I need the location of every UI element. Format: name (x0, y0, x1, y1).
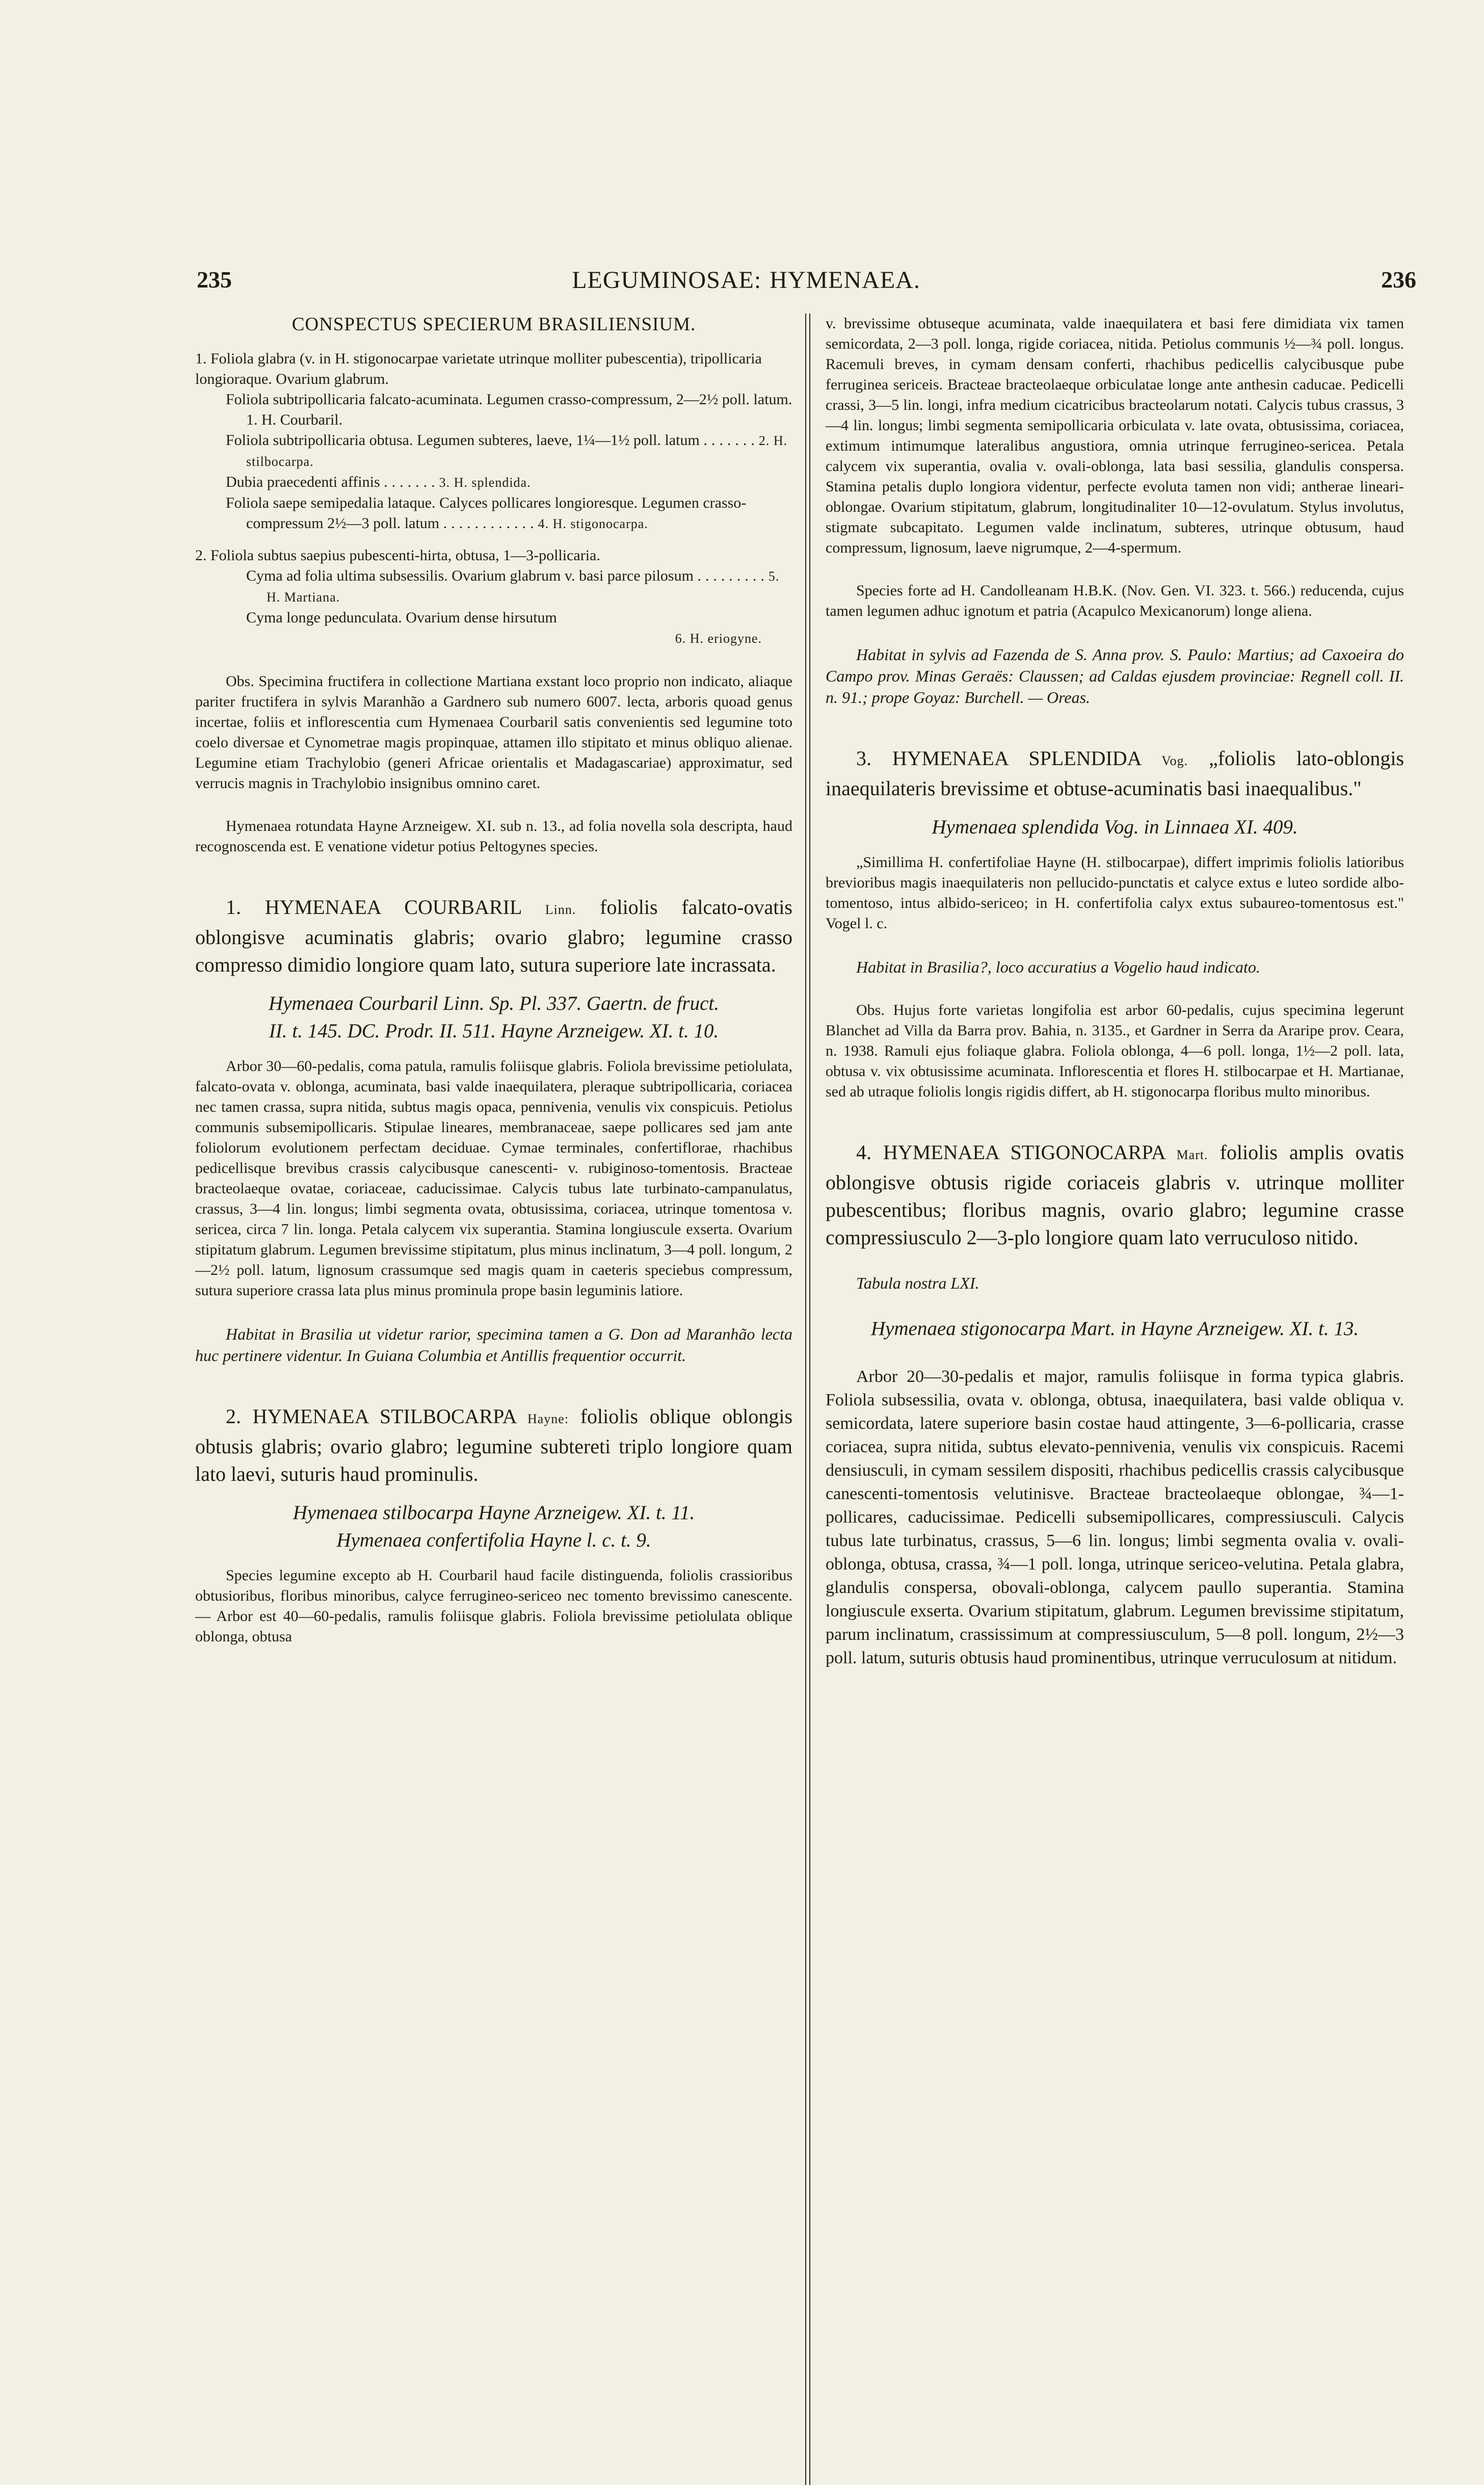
species-4-heading (826, 1139, 1404, 1251)
running-head (0, 266, 1484, 294)
right-column (826, 313, 1404, 1670)
species-2-description-continued: v. brevissime obtuseque acuminata, valde inaequilatera et basi fere dimidiata vix tamen semicordata, 2—3 poll. longa, rigide coriacea, nitida. Petiolus communis ½—¾ poll. longus. Racemuli breves, in cymam densam conferti, rhachibus pedicellis calycibusque pube ferruginea sericeis. Bracteae bracteolaeque orbiculatae longe ante anthesin caducae. Pedicelli crassi, 3—5 lin. longi, infra medium cicatricibus bracteolarum notati. Calycis tubus crassus, 3—4 lin. longus; limbi segmenta semipollicaria orbiculata v. late ovata, obtusissima, coriacea, extimum intimumque lateralibus angustiora, omnia utrinque ferrugineo-sericea. Petala calycem vix superantia, ovalia v. ovali-oblonga, lata basi sessilia, glandulis conspersa. Stamina petalis duplo longiora videntur, perfecte evoluta tamen non vidi; antherae lineari-oblongae. Ovarium stipitatum, glabrum, longitudinaliter 10—12-ovulatum. Stylus involutus, stigmate subcapitato. Legumen valde inclinatum, subteres, utrinque obtusum, haud compressum, lignosum, laeve nigrumque, 2—4-spermum. (826, 315, 1404, 556)
species-3-synonymy: Hymenaea splendida Vog. in Linnaea XI. 409. (932, 816, 1298, 838)
species-2-synonymy-1: Hymenaea stilbocarpa Hayne Arzneigew. XI. t. 11. (293, 1502, 695, 1524)
conspectus-title: CONSPECTUS SPECIERUM BRASILIENSIUM. (292, 314, 696, 335)
species-3-author: Vog. (1161, 753, 1188, 768)
running-head-genus: HYMENAEA. (770, 267, 920, 294)
rotundata-note: Hymenaea rotundata Hayne Arzneigew. XI. sub n. 13., ad folia novella sola descripta, haud recognoscenda est. E venatione videtur potius Peltogynes species. (195, 818, 792, 855)
page-number-left: 235 (197, 267, 232, 293)
key-2b: Cyma longe pedunculata. Ovarium dense hirsutum (246, 609, 557, 626)
key-lead-1: 1. Foliola glabra (v. in H. stigonocarpae varietate utrinque molliter pubescentia), tripollicaria longioraque. Ovarium glabrum. (195, 350, 762, 387)
key-1d-result: 4. H. stigonocarpa. (538, 516, 648, 531)
column-rule-second (809, 313, 810, 2485)
species-4-description: Arbor 20—30-pedalis et major, ramulis foliisque in forma typica glabris. Foliola subsessilia, ovata v. oblonga, obtusa, inaequilatera, basi valde obliqua v. semicordata, latere superiore basin costae haud attingente, 3—6-pollicaria, crasse coriacea, supra nitida, subtus elevato-pennivenia, venulis vix conspicuis. Racemi densiusculi, in cymam sessilem dispositi, rhachibus pedicellis crassis calycibusque canescenti-tomentosis velutinisve. Bracteae bracteolaeque oblongae, ¾—1-pollicares, caducissimae. Pedicelli subsemipollicares, compressiusculi. Calycis tubus late turbinatus, crassus, 5—6 lin. longus; limbi segmenta ovalia v. ovali-oblonga, obtusa, crassa, ¾—1 poll. longa, utrinque sericeo-velutina. Petala glabra, glandulis conspersa, obovali-oblonga, calycem paullo superantia. Stamina longiuscule exserta. Ovarium stipitatum, glabrum. Legumen brevissime stipitatum, parum inclinatum, crassissimum at compressiusculum, 5—8 poll. longum, 2½—3 poll. latum, suturis obtusis haud prominentibus, utrinque verruculosum at nitidum. (826, 1367, 1404, 1667)
species-3-habitat: Habitat in Brasilia?, loco accuratius a Vogelio haud indicato. (856, 958, 1260, 976)
column-rule (805, 313, 806, 2485)
left-column (195, 313, 792, 1647)
species-3-title: 3. HYMENAEA SPLENDIDA (856, 747, 1141, 770)
species-2-diagnosis: foliolis oblique oblongis obtusis glabris; ovario glabro; legumine subtereti triplo longiore quam lato laevi, suturis haud prominulis. (195, 1405, 793, 1485)
key-1a: Foliola subtripollicaria falcato-acuminata. Legumen crasso-compressum, 2—2½ poll. latum. 1. H. Courbaril. (226, 391, 792, 428)
key-lead-2: 2. Foliola subtus saepius pubescenti-hirta, obtusa, 1—3-pollicaria. (195, 547, 600, 564)
key-1c: Dubia praecedenti affinis .......3. H. splendida. (226, 474, 531, 490)
species-1-heading (195, 894, 792, 979)
species-1-title: 1. HYMENAEA COURBARIL (226, 896, 521, 919)
key-1a-result: . 1. H. Courbaril. (246, 391, 792, 428)
species-4-title: 4. HYMENAEA STIGONOCARPA (856, 1141, 1165, 1164)
species-1-synonymy-1: Hymenaea Courbaril Linn. Sp. Pl. 337. Gaertn. de fruct. (269, 992, 719, 1014)
candolleana-note: Species forte ad H. Candolleanam H.B.K. (Nov. Gen. VI. 323. t. 566.) reducenda, cujus tamen legumen adhuc ignotum et patria (Acapulco Mexicanorum) longe aliena. (826, 582, 1404, 619)
obs-paragraph: Obs. Specimina fructifera in collectione Martiana exstant loco proprio non indicato, aliaque pariter fructifera in sylvis Maranhão a Gardnero sub numero 6007. lecta, arboris quoad genus incertae, foliis et inflorescentia cum Hymenaea Courbaril satis convenientis sed legumine toto coelo diversae et Cynometrae magis propinquae, attamen illo stipitato et minus obliquo alienae. Legumine etiam Trachylobio (generi Africae orientalis et Madagascariae) approximatur, sed verrucis magnis in Trachylobio insignibus omnino caret. (195, 673, 792, 792)
species-1-author: Linn. (545, 902, 576, 917)
species-4-author: Mart. (1176, 1147, 1208, 1162)
species-4-diagnosis: foliolis amplis ovatis oblongisve obtusis rigide coriaceis glabris v. utrinque molliter pubescentibus; floribus magnis, ovario glabro; legumine crasse compressiusculo 2—3-plo longiore quam lato verruculoso nitido. (826, 1141, 1404, 1249)
key-2a-result: 5. H. Martiana. (267, 569, 780, 605)
species-3-obs: Obs. Hujus forte varietas longifolia est arbor 60-pedalis, cujus specimina legerunt Blanchet ad Villa da Barra prov. Bahia, n. 3135., et Gardner in Serra da Araripe prov. Ceara, n. 1938. Ramuli ejus foliaque glabra. Foliola oblonga, 4—6 poll. longa, 1½—2 poll. lata, obtusa v. vix obtusissime acuminata. Inflorescentia et flores H. stilbocarpae et H. Martianae, sed ab utraque foliolis longis rigidis differt, ab H. stigonocarpa floribus multo minoribus. (826, 1002, 1404, 1100)
species-4-synonymy: Hymenaea stigonocarpa Mart. in Hayne Arzneigew. XI. t. 13. (870, 1318, 1359, 1340)
key-1b: Foliola subtripollicaria obtusa. Legumen subteres, laeve, 1¼—1½ poll. latum .......2. H. stilbocarpa. (226, 432, 788, 469)
key-1b-result: 2. H. stilbocarpa. (246, 433, 788, 469)
key-1c-result: 3. H. splendida. (439, 475, 531, 490)
species-2-heading (195, 1403, 792, 1488)
species-4-plate-reference: Tabula nostra LXI. (856, 1274, 979, 1292)
species-2-habitat: Habitat in sylvis ad Fazenda de S. Anna prov. S. Paulo: Martius; ad Caxoeira do Campo prov. Minas Geraës: Claussen; ad Caldas ejusdem provinciae: Regnell coll. II. n. 91.; prope Goyaz: Burchell. — Oreas. (826, 645, 1404, 707)
key-2a: Cyma ad folia ultima subsessilis. Ovarium glabrum v. basi parce pilosum .........5. H. Martiana. (246, 567, 780, 605)
species-2-description: Species legumine excepto ab H. Courbaril haud facile distinguenda, foliolis crassioribus obtusioribus, floribus minoribus, calyce ferrugineo-sericeo nec tomento brevissimo canescente. — Arbor est 40—60-pedalis, ramulis foliisque glabris. Foliola brevissime petiolulata oblique oblonga, obtusa (195, 1567, 792, 1645)
species-2-title: 2. HYMENAEA STILBOCARPA (226, 1405, 516, 1428)
species-1-diagnosis: foliolis falcato-ovatis oblongisve acuminatis glabris; ovario glabro; legumine crasso compresso dimidio longiore quam lato, sutura superiore late incrassata. (195, 896, 792, 976)
key-2b-result: 6. H. eriogyne. (675, 631, 762, 646)
species-1-synonymy-2: II. t. 145. DC. Prodr. II. 511. Hayne Arzneigew. XI. t. 10. (269, 1020, 719, 1042)
species-1-habitat: Habitat in Brasilia ut videtur rarior, specimina tamen a G. Don ad Maranhão lecta huc pertinere videntur. In Guiana Columbia et Antillis frequentior occurrit. (195, 1325, 792, 1365)
species-3-description: „Simillima H. confertifoliae Hayne (H. stilbocarpae), differt imprimis foliolis latioribus brevioribus magis inaequilateris non pellucido-punctatis et calyce extus e luteo sordide albo-tomentoso, intus albido-sericeo; in H. confertifolia calyx extus subaureo-tomentosus est." Vogel l. c. (826, 854, 1404, 932)
key-1d: Foliola saepe semipedalia lataque. Calyces pollicares longioresque. Legumen crasso-compressum 2½—3 poll. latum ............4. H. stigonocarpa. (226, 494, 747, 532)
species-key (195, 349, 792, 649)
species-2-synonymy-2: Hymenaea confertifolia Hayne l. c. t. 9. (336, 1529, 651, 1551)
species-2-author: Hayne: (527, 1411, 569, 1426)
species-3-heading (826, 745, 1404, 802)
running-head-family: LEGUMINOSAE: (572, 267, 762, 294)
species-1-description: Arbor 30—60-pedalis, coma patula, ramulis foliisque glabris. Foliola brevissime petiolulata, falcato-ovata v. oblonga, acuminata, basi valde inaequilatera, pleraque subtripollicaria, coriacea nec tamen crassa, supra nitida, subtus magis opaca, pennivenia, venulis vix conspicuis. Petiolus communis subsemipollicaris. Stipulae lineares, membranaceae, saepe pollicares sed jam ante foliolorum evolutionem perfectam deciduae. Cymae terminales, confertiflorae, rhachibus pedicellisque brevibus crassis calycibusque canescenti- v. rubiginoso-tomentosis. Bracteae bracteolaeque ovatae, coriaceae, caducissimae. Calycis tubus late turbinato-campanulatus, crassus, 3—4 lin. longus; limbi segmenta ovata, obtusissima, coriacea, utrinque tomentosa v. sericea, circa 7 lin. longa. Petala calycem vix superantia. Stamina longiuscule exserta. Ovarium stipitatum glabrum. Legumen brevissime stipitatum, plus minus inclinatum, 3—4 poll. longum, 2—2½ poll. latum, lignosum crassumque sed magis quam in caeteris speciebus compressum, sutura superiore crassa lata plus minus prominula prope basin leguminis latiore. (195, 1058, 792, 1299)
page-number-right: 236 (1381, 267, 1416, 293)
species-3-diagnosis: „foliolis lato-oblongis inaequilateris brevissime et obtuse-acuminatis basi inaequalibus." (826, 747, 1404, 800)
